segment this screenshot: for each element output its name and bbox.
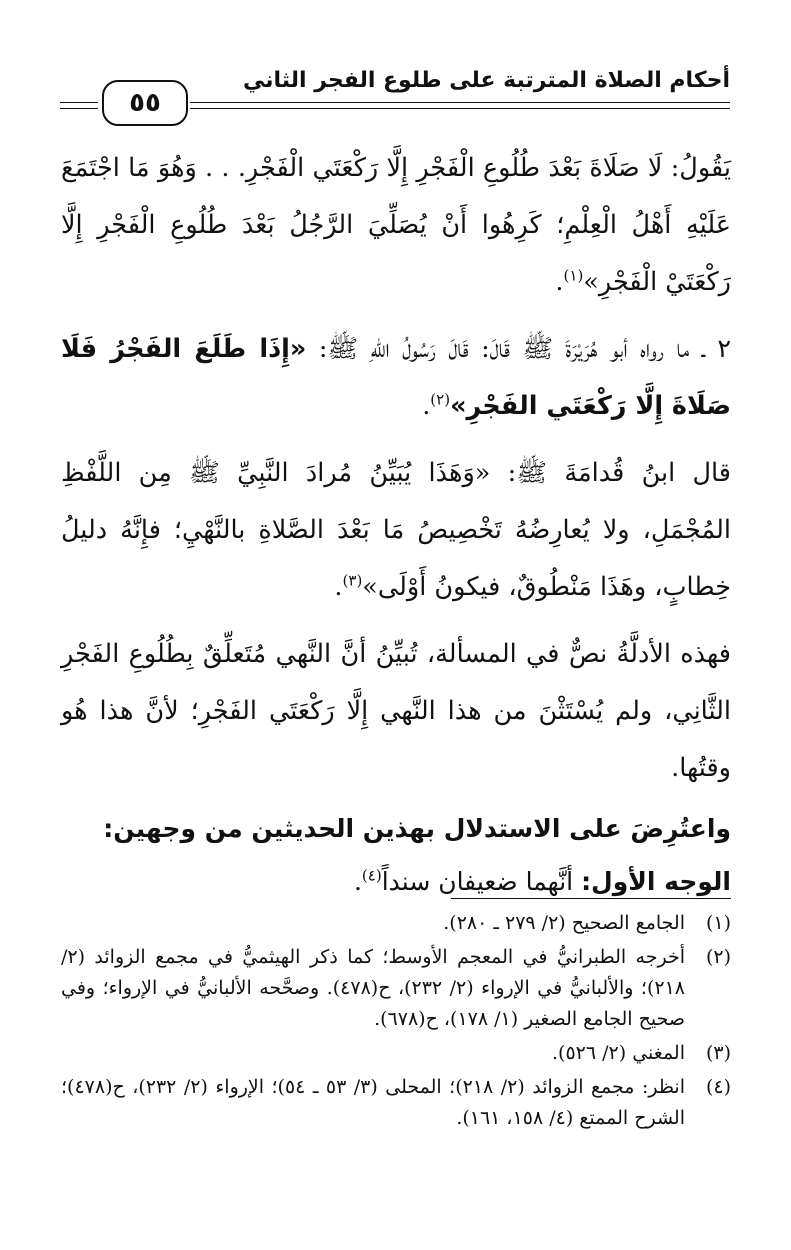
footnote-number: (٣) <box>705 1042 731 1064</box>
footnote-ref-1: (١) <box>563 266 584 285</box>
footnote-text: الجامع الصحيح (٢/ ٢٧٩ ـ ٢٨٠). <box>443 912 685 934</box>
first-aspect-text: أنَّهما ضعيفان سنداً <box>381 867 574 896</box>
footnote-text: أخرجه الطبرانيُّ في المعجم الأوسط؛ كما ذكر الهيثميُّ في مجمع الزوائد (٢/ ٢١٨)؛ والألبانيُّ في الإرواء (٢/ ٢٣٢)، ح(٤٧٨). وصحَّحه الألبانيُّ في الإرواء؛ وفي صحيح الجامع الصغير (١/ ١٧٨)، ح(٦٧٨). <box>61 946 685 1030</box>
footnote-number: (١) <box>705 912 731 934</box>
paragraph-1 <box>61 140 731 311</box>
main-text <box>61 140 731 907</box>
footnote-ref-2: (٢) <box>430 390 451 409</box>
paragraph-1-end: . <box>555 267 564 297</box>
page-number: ٥٥ <box>102 80 188 126</box>
paragraph-1-text: يَقُولُ: لَا صَلَاةَ بَعْدَ طُلُوعِ الْفَجْرِ إِلَّا رَكْعَتَي الْفَجْرِ. . . وَهُوَ مَا اجْتَمَعَ عَلَيْهِ أَهْلُ الْعِلْمِ؛ كَرِهُوا أَنْ يُصَلِّيَ الرَّجُلُ بَعْدَ طُلُوعِ الْفَجْرِ إِلَّا رَكْعَتَيْ الْفَجْرِ» <box>61 153 731 297</box>
first-aspect <box>61 857 731 907</box>
footnote-number: (٢) <box>705 946 731 968</box>
footnote-separator <box>451 898 731 899</box>
section-heading: واعتُرِضَ على الاستدلال بهذين الحديثين من وجهين: <box>103 814 731 843</box>
paragraph-4: فهذه الأدلَّةُ نصٌّ في المسألة، تُبيِّنُ أنَّ النَّهي مُتَعلِّقٌ بِطُلُوعِ الفَجْرِ الثَّانِي، ولم يُسْتَثْنَ من هذا النَّهي إِلَّا رَكْعَتَي الفَجْرِ؛ لأنَّ هذا هُو وقتُها. <box>61 639 731 783</box>
footnote <box>61 1038 731 1069</box>
footnote <box>61 942 731 1035</box>
footnote-ref-4: (٤) <box>361 866 382 885</box>
hadith-text: «إِذَا طَلَعَ الفَجْرُ فَلَا صَلَاةَ إِلَّا رَكْعَتَي الفَجْرِ» <box>61 334 731 421</box>
header-double-rule <box>190 102 730 109</box>
footnote-text: المغني (٢/ ٥٢٦). <box>552 1042 685 1064</box>
footnotes <box>61 908 731 1137</box>
page-header <box>60 68 730 132</box>
footnote-number: (٤) <box>705 1076 731 1098</box>
paragraph-2 <box>61 321 731 435</box>
paragraph-3-text: قال ابنُ قُدامَةَ ﷺ: «وَهَذَا يُبَيِّنُ مُرادَ النَّبِيِّ ﷺ مِن اللَّفْظِ المُجْمَلِ، ولا يُعارِضُهُ تَخْصِيصُ مَا بَعْدَ الصَّلاةِ بالنَّهْيِ؛ فإِنَّهُ دليلُ خِطابٍ، وهَذَا مَنْطُوقٌ، فيكونُ أَوْلَى» <box>61 458 731 602</box>
paragraph-3 <box>61 445 731 616</box>
footnote <box>61 1072 731 1134</box>
first-aspect-end: . <box>353 867 362 896</box>
running-title: أحكام الصلاة المترتبة على طلوع الفجر الثاني <box>242 68 730 93</box>
first-aspect-label: الوجه الأول: <box>581 867 731 896</box>
footnote <box>61 908 731 939</box>
paragraph-2-end: . <box>422 391 431 421</box>
paragraph-2-intro: ٢ ـ ما رواه أبو هُرَيْرَةَ ﷺ قَالَ: قَالَ رَسُولُ اللهِ ﷺ: <box>318 334 732 364</box>
footnote-text: انظر: مجمع الزوائد (٢/ ٢١٨)؛ المحلى (٣/ ٥٣ ـ ٥٤)؛ الإرواء (٢/ ٢٣٢)، ح(٤٧٨)؛ الشرح الممتع (٤/ ١٥٨، ١٦١). <box>61 1076 685 1129</box>
paragraph-3-end: . <box>334 572 343 602</box>
footnote-ref-3: (٣) <box>342 571 363 590</box>
header-double-rule-left <box>60 102 98 109</box>
